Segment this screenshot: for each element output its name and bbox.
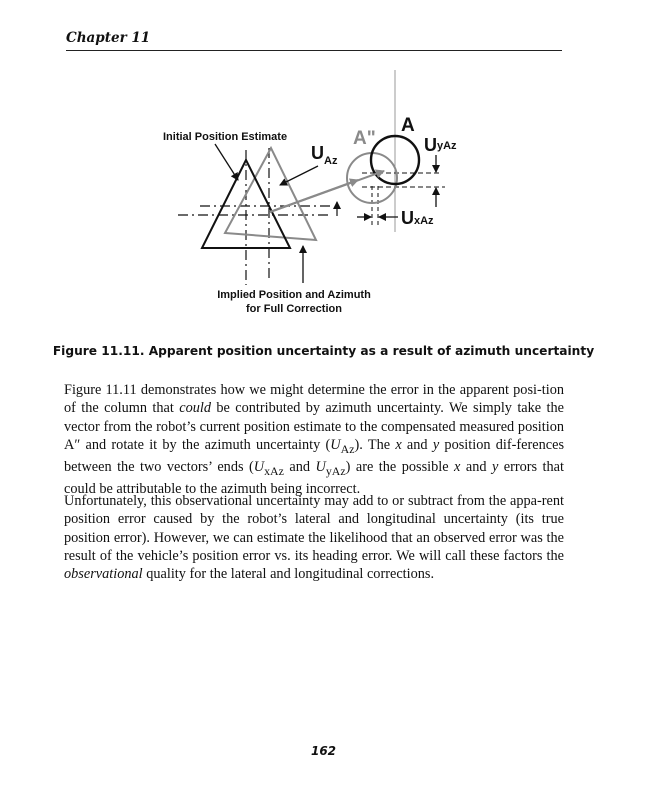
label-a-double-prime: A" xyxy=(353,128,376,149)
paragraph-2: Unfortunately, this observational uncertainty may add to or subtract from the appa-rent position error caused by the robot’s lateral and longitudinal uncertainty (its true position error). However, we can estimate the likelihood that an observed error was the result of the vehicle’s position error vs. its heading error. We will call these factors the observational quality for the lateral and longitudinal corrections. xyxy=(64,493,564,583)
label-u-az: $U_{Az}$ xyxy=(311,143,338,167)
label-implied-position-line1: Implied Position and Azimuth xyxy=(217,289,371,301)
arrow-u-az xyxy=(280,166,318,185)
label-u-y-az: UyAz xyxy=(424,135,457,155)
arrow-initial-estimate xyxy=(215,144,238,180)
label-a: A xyxy=(401,115,415,136)
label-initial-position: Initial Position Estimate xyxy=(163,131,288,143)
chapter-title: Chapter 11 xyxy=(66,30,151,46)
paragraph-1: Figure 11.11 demonstrates how we might determine the error in the apparent posi-tion of the column that could be contributed by azimuth uncertainty. We simply take the vector from the robot’s current position estimate to the compensated measured position A″ and rotate it by the azimuth uncertainty $(U_{Az})$. The x and y position dif-ferences between the two vectors’ ends ($U_{xAz}$ and $U_{yAz}$) are the possible x and y errors that could be attributable to the azimuth being incorrect. xyxy=(64,382,565,498)
label-u-x-az: UxAz xyxy=(401,208,434,228)
label-implied-position-line2: for Full Correction xyxy=(246,303,342,315)
page-number: 162 xyxy=(310,744,337,758)
figure-caption: Figure 11.11. Apparent position uncertainty as a result of azimuth uncertainty xyxy=(52,344,595,358)
rotated-triangle xyxy=(225,148,316,240)
azimuth-uncertainty-diagram xyxy=(0,0,647,340)
